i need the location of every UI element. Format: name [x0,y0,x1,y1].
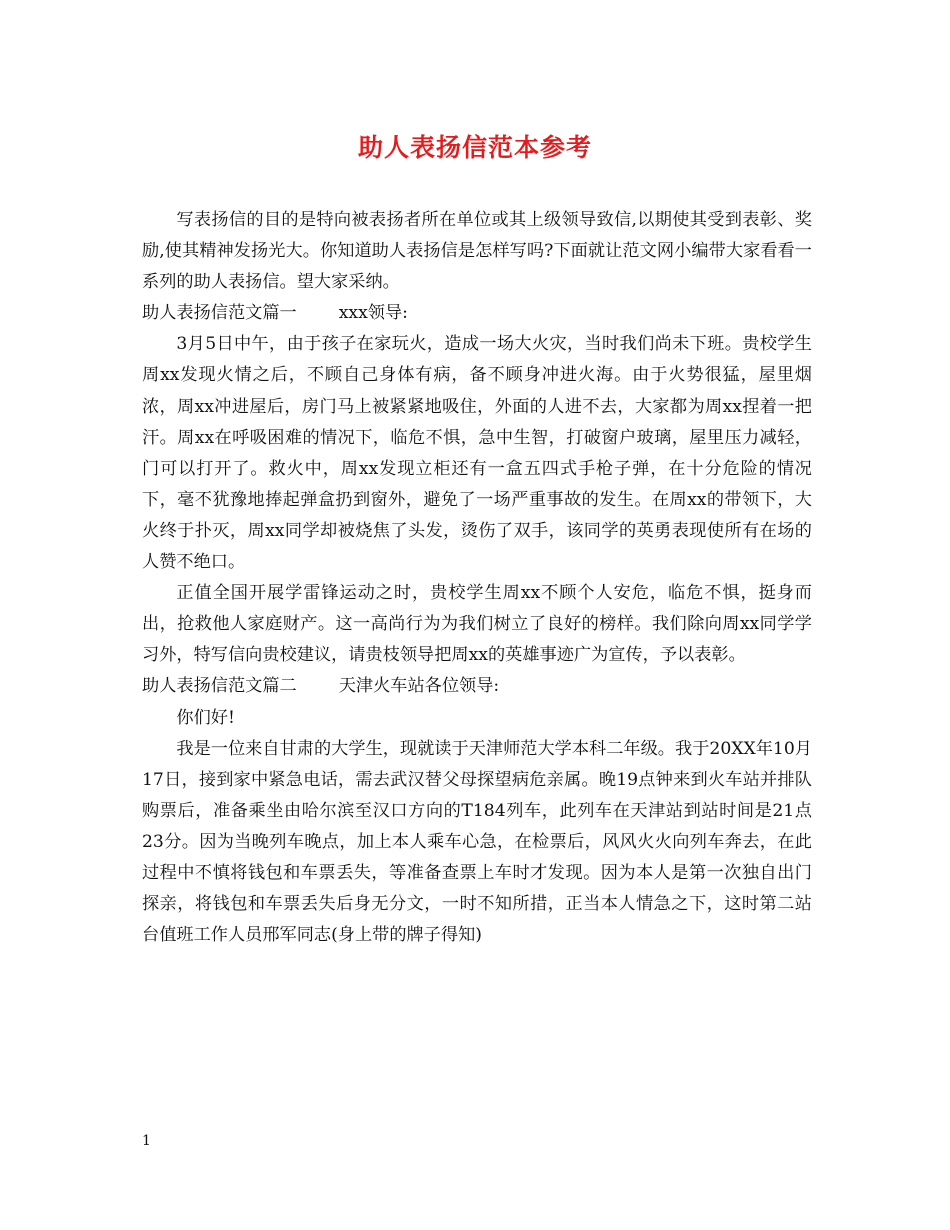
document-title: 助人表扬信范本参考 [357,133,592,162]
section2-paragraph-1: 我是一位来自甘肃的大学生，现就读于天津师范大学本科二年级。我于20XX年10月17日，接到家中紧急电话，需去武汉替父母探望病危亲属。晚19点钟来到火车站并排队购票后，准备乘坐由哈尔滨至汉口方向的T184列车，此列车在天津站到站时间是21点23分。因为当晚列车晚点，加上本人乘车心急，在检票后，风风火火向列车奔去，在此过程中不慎将钱包和车票丢失，等准备查票上车时才发现。因为本人是第一次独自出门探亲，将钱包和车票丢失后身无分文，一时不知所措，正当本人情急之下，这时第二站台值班工作人员邢军同志(身上带的牌子得知) [142,738,812,946]
section1-heading-line [142,298,812,329]
section1-paragraph-1: 3月5日中午，由于孩子在家玩火，造成一场大火灾，当时我们尚未下班。贵校学生周xx发现火情之后，不顾自己身体有病，备不顾身冲进火海。由于火势很猛，屋里烟浓，周xx冲进屋后，房门马上被紧紧地吸住，外面的人进不去，大家都为周xx捏着一把汗。周xx在呼吸困难的情况下，临危不惧，急中生智，打破窗户玻璃，屋里压力减轻，门可以打开了。救火中，周xx发现立柜还有一盒五四式手枪子弹，在十分危险的情况下，毫不犹豫地捧起弹盒扔到窗外，避免了一场严重事故的发生。在周xx的带领下，大火终于扑灭，周xx同学却被烧焦了头发，烫伤了双手，该同学的英勇表现使所有在场的人赞不绝口。 [142,334,812,573]
section1-salutation: xxx领导: [338,303,408,324]
page-number: 1 [142,1133,151,1149]
section1-heading: 助人表扬信范文篇一 [142,303,297,324]
document-body [142,205,812,951]
section1-paragraph-2: 正值全国开展学雷锋运动之时，贵校学生周xx不顾个人安危，临危不惧，挺身而出，抢救他人家庭财产。这一高尚行为为我们树立了良好的榜样。我们除向周xx同学学习外，特写信向贵校建议，请贵枝领导把周xx的英雄事迹广为宣传，予以表彰。 [142,583,812,666]
section2-heading: 助人表扬信范文篇二 [142,676,297,697]
section2-salutation: 天津火车站各位领导: [338,676,500,697]
section2-greeting: 你们好! [176,707,235,728]
section2-heading-line [142,671,812,702]
intro-paragraph: 写表扬信的目的是特向被表扬者所在单位或其上级领导致信,以期使其受到表彰、奖励,使其精神发扬光大。你知道助人表扬信是怎样写吗?下面就让范文网小编带大家看看一系列的助人表扬信。望大家采纳。 [142,210,812,293]
